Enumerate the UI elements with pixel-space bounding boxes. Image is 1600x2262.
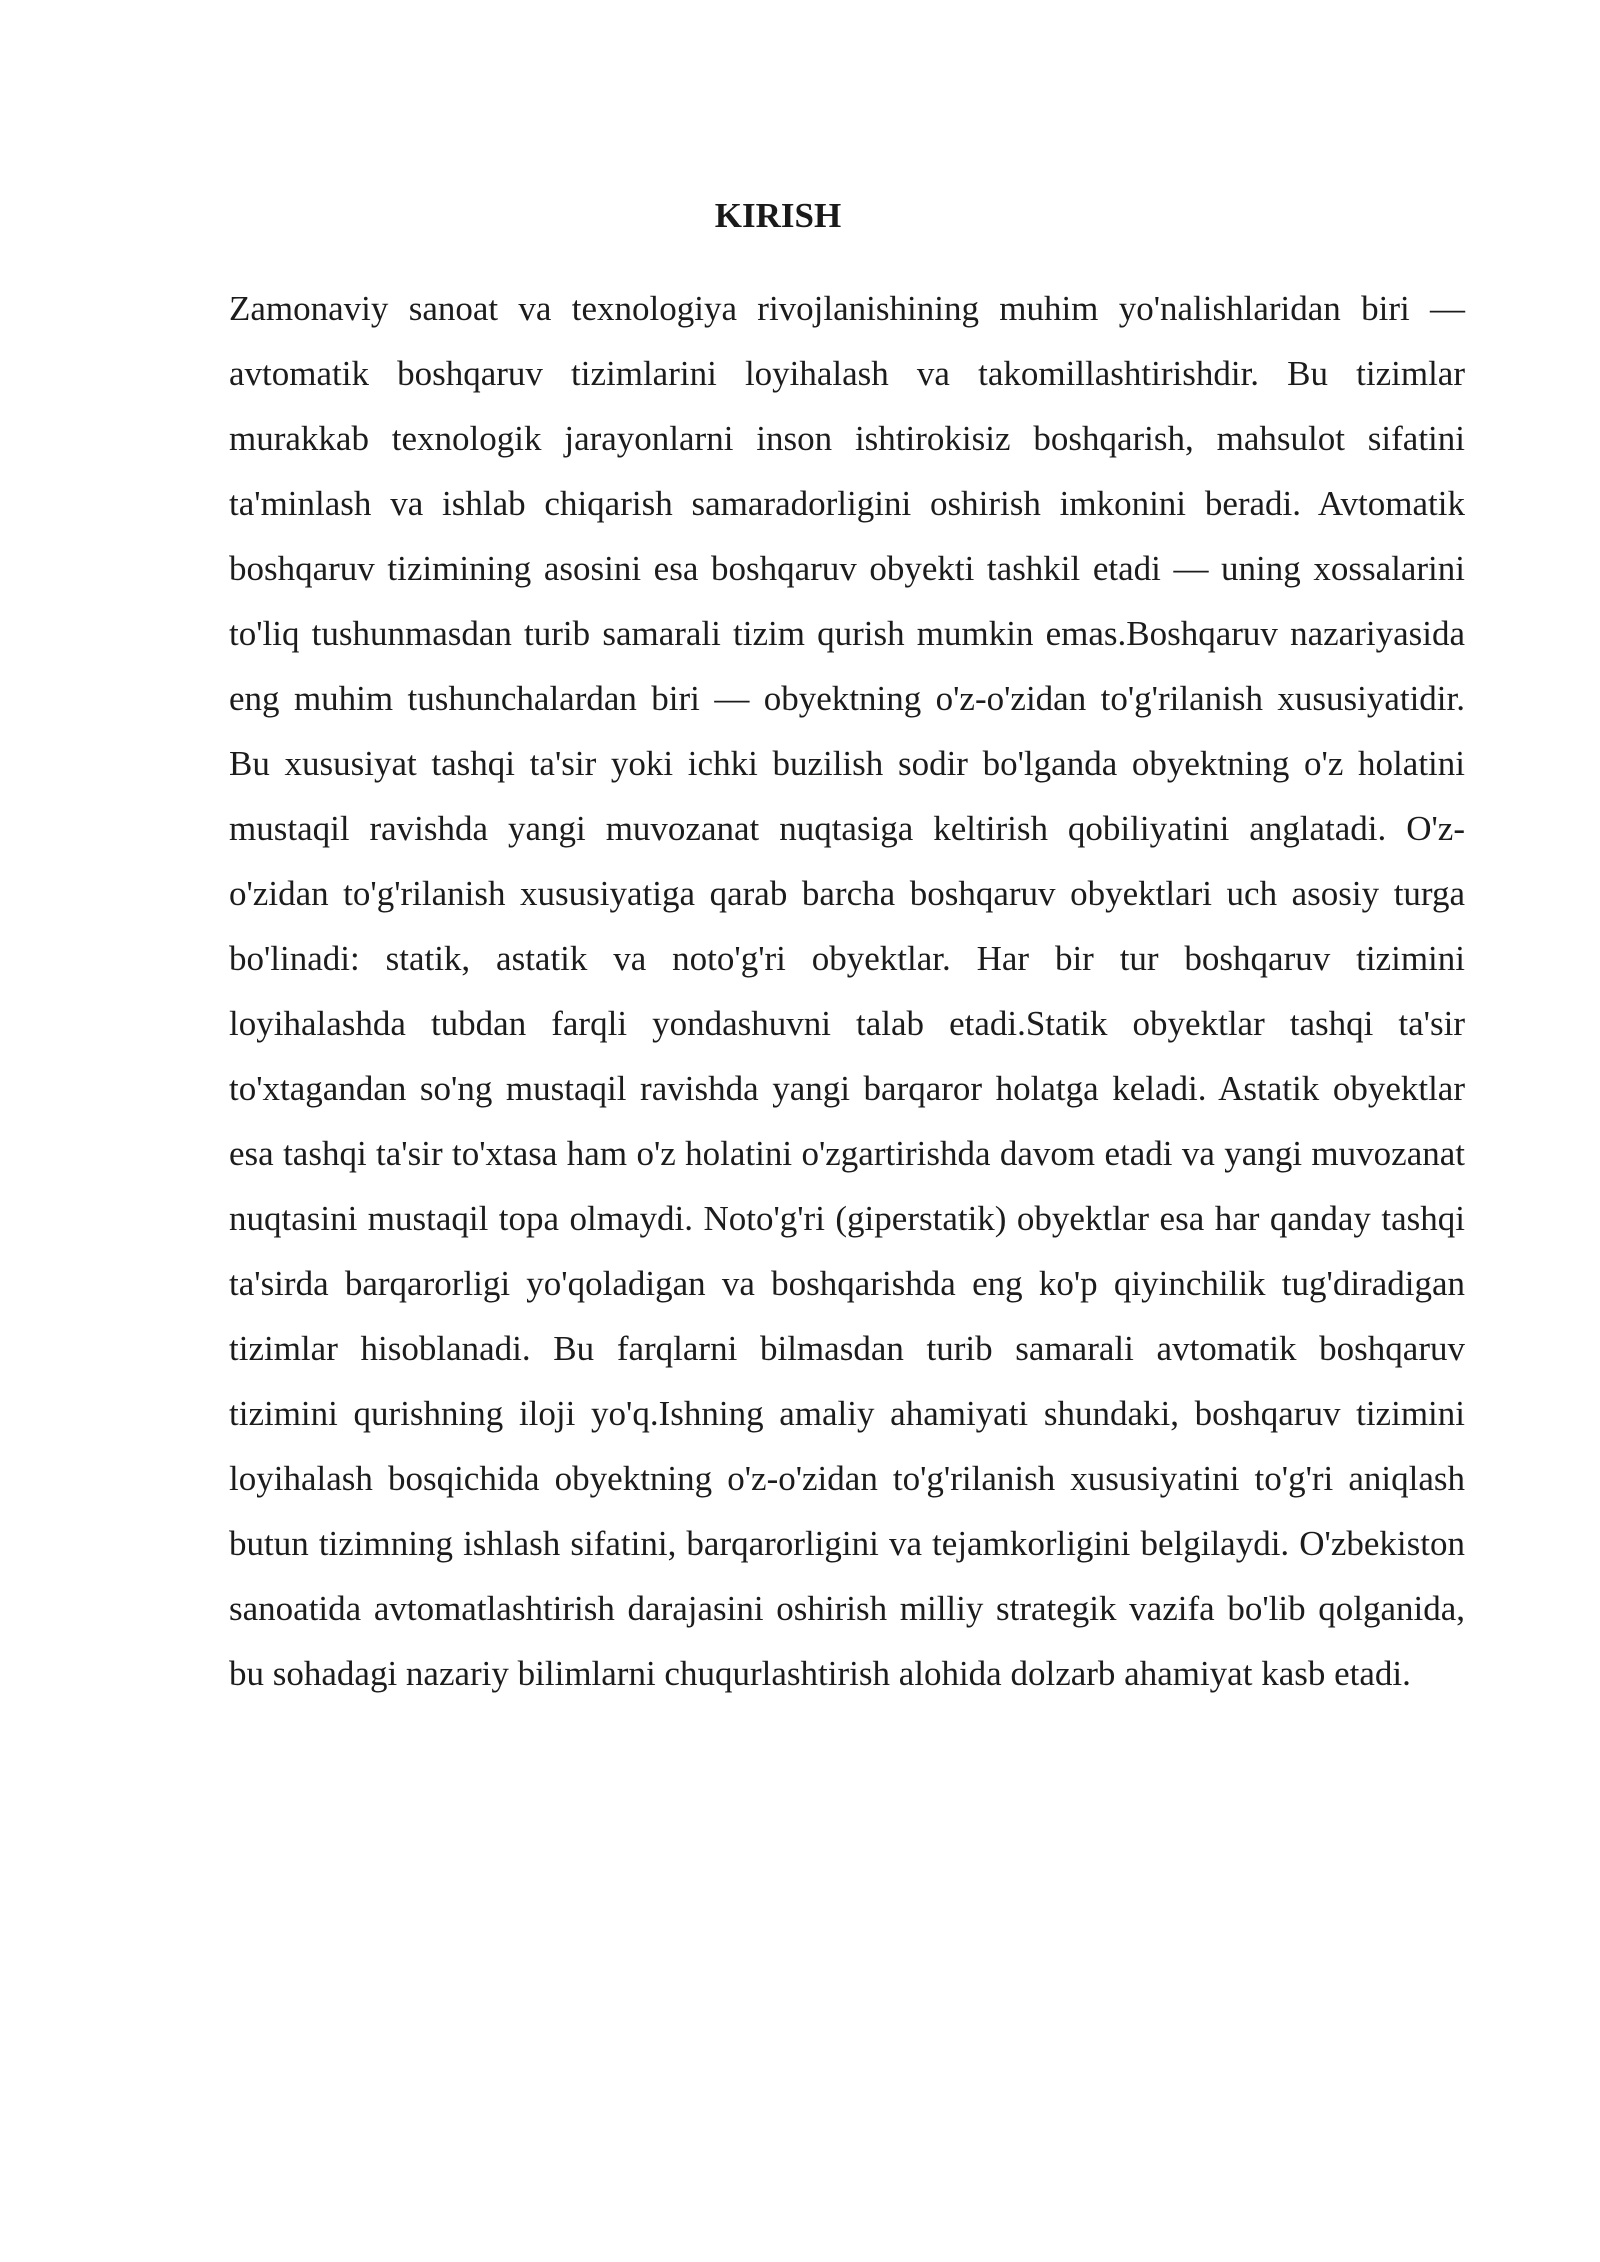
body-paragraph: Zamonaviy sanoat va texnologiya rivojlanishining muhim yo'nalishlaridan biri — avtomatik boshqaruv tizimlarini loyihalash va takomillashtirishdir. Bu tizimlar murakkab texnologik jarayonlarni inson ishtirokisiz boshqarish, mahsulot sifatini ta'minlash va ishlab chiqarish samaradorligini oshirish imkonini beradi. Avtomatik boshqaruv tizimining asosini esa boshqaruv obyekti tashkil etadi — uning xossalarini to'liq tushunmasdan turib samarali tizim qurish mumkin emas.Boshqaruv nazariyasida eng muhim tushunchalardan biri — obyektning o'z-o'zidan to'g'rilanish xususiyatidir. Bu xususiyat tashqi ta'sir yoki ichki buzilish sodir bo'lganda obyektning o'z holatini mustaqil ravishda yangi muvozanat nuqtasiga keltirish qobiliyatini anglatadi. O'z-o'zidan to'g'rilanish xususiyatiga qarab barcha boshqaruv obyektlari uch asosiy turga bo'linadi: statik, astatik va noto'g'ri obyektlar. Har bir tur boshqaruv tizimini loyihalashda tubdan farqli yondashuvni talab etadi.Statik obyektlar tashqi ta'sir to'xtagandan so'ng mustaqil ravishda yangi barqaror holatga keladi. Astatik obyektlar esa tashqi ta'sir to'xtasa ham o'z holatini o'zgartirishda davom etadi va yangi muvozanat nuqtasini mustaqil topa olmaydi. Noto'g'ri (giperstatik) obyektlar esa har qanday tashqi ta'sirda barqarorligi yo'qoladigan va boshqarishda eng ko'p qiyinchilik tug'diradigan tizimlar hisoblanadi. Bu farqlarni bilmasdan turib samarali avtomatik boshqaruv tizimini qurishning iloji yo'q.Ishning amaliy ahamiyati shundaki, boshqaruv tizimini loyihalash bosqichida obyektning o'z-o'zidan to'g'rilanish xususiyatini to'g'ri aniqlash butun tizimning ishlash sifatini, barqarorligini va tejamkorligini belgilaydi. O'zbekiston sanoatida avtomatlashtirish darajasini oshirish milliy strategik vazifa bo'lib qolganida, bu sohadagi nazariy bilimlarni chuqurlashtirish alohida dolzarb ahamiyat kasb etadi. xyxy=(229,289,1465,1693)
page-title: KIRISH xyxy=(714,196,842,235)
